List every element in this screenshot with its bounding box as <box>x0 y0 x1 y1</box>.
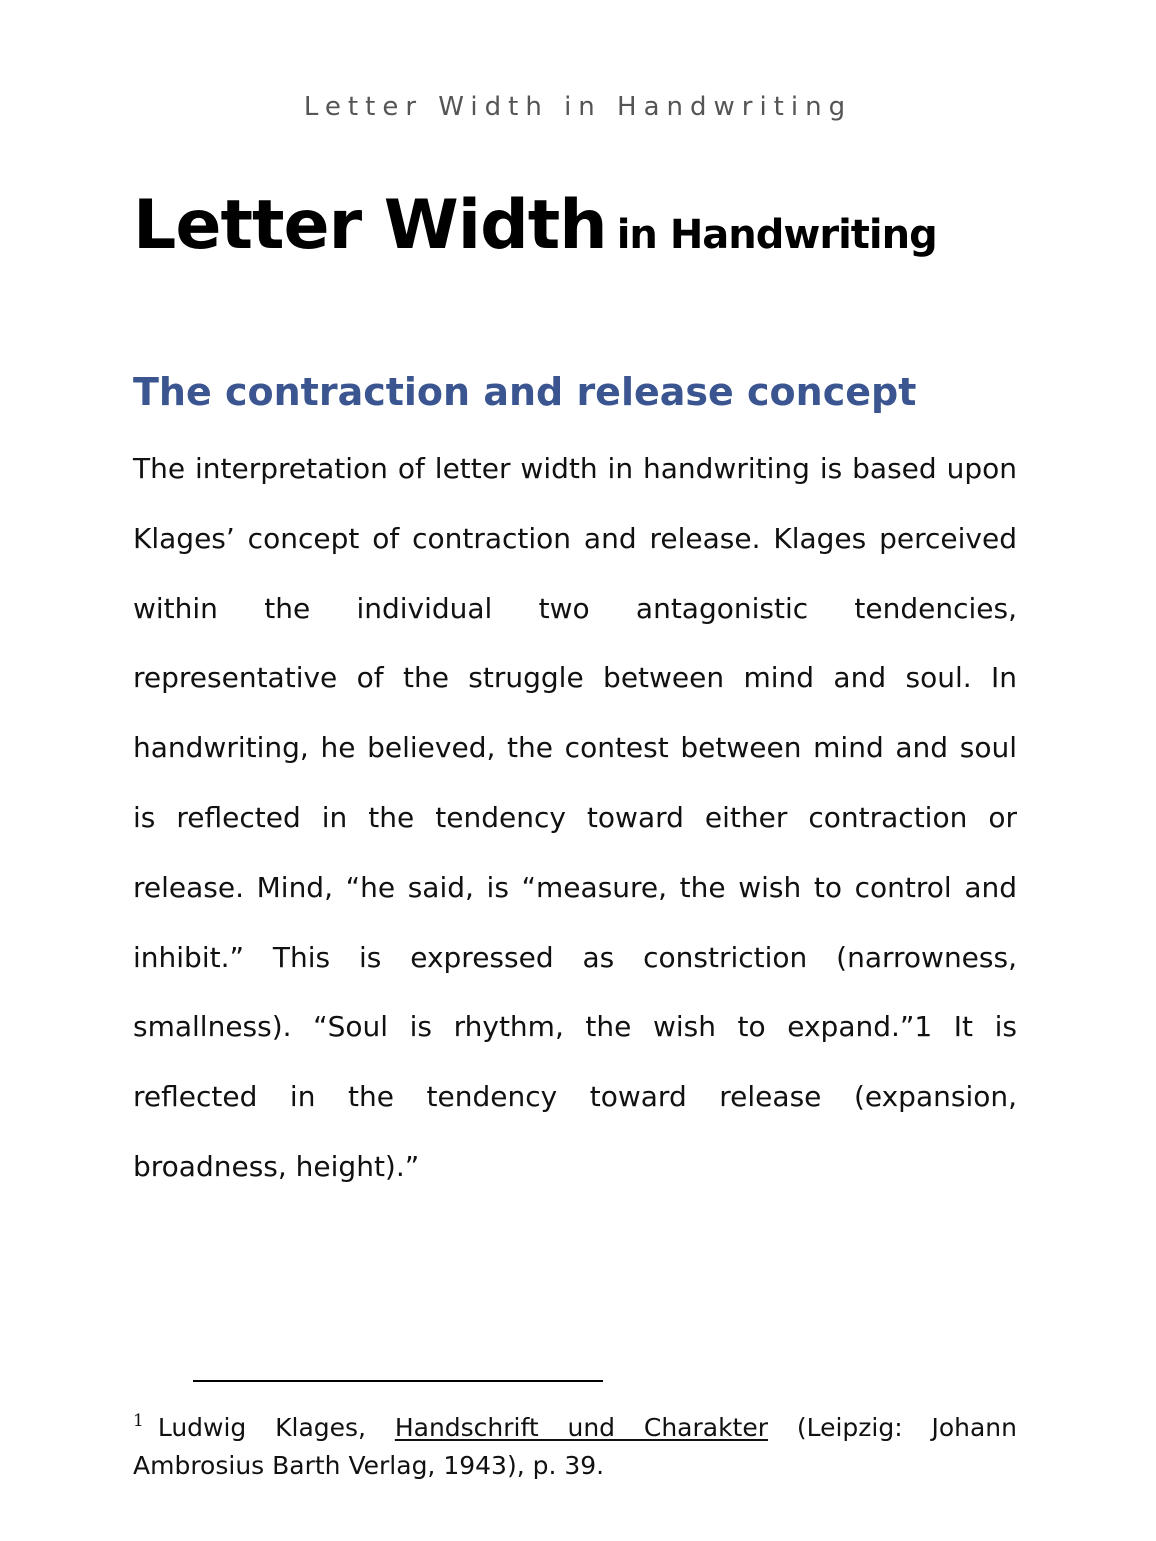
page-title-main: Letter Width <box>133 186 607 265</box>
footnote-details: (Leipzig: Johann Ambrosius Barth Verlag, 1943), p. 39. <box>133 1413 1017 1480</box>
footnote-number: 1 <box>133 1411 144 1431</box>
body-paragraph: The interpretation of letter width in handwriting is based upon Klages’ concept of contraction and release. Klages perceived within the individual two antagonistic tendencies, representative of the struggle between mind and soul. In handwriting, he believed, the contest between mind and soul is reflected in the tendency toward either contraction or release. Mind, “he said, is “measure, the wish to control and inhibit.” This is expressed as constriction (narrowness, smallness). “Soul is rhythm, the wish to expand.”1 It is reflected in the tendency toward release (expansion, broadness, height).” <box>133 452 1017 1183</box>
footnote-work-title: Handschrift und Charakter <box>394 1413 769 1442</box>
footnote <box>133 1402 1017 1485</box>
page-title <box>133 186 937 265</box>
footnote-separator <box>193 1380 603 1382</box>
footnote-author: Ludwig Klages, <box>157 1413 366 1442</box>
section-heading: The contraction and release concept <box>133 370 917 414</box>
running-header: Letter Width in Handwriting <box>303 92 853 122</box>
page-title-sub: in Handwriting <box>616 212 937 258</box>
